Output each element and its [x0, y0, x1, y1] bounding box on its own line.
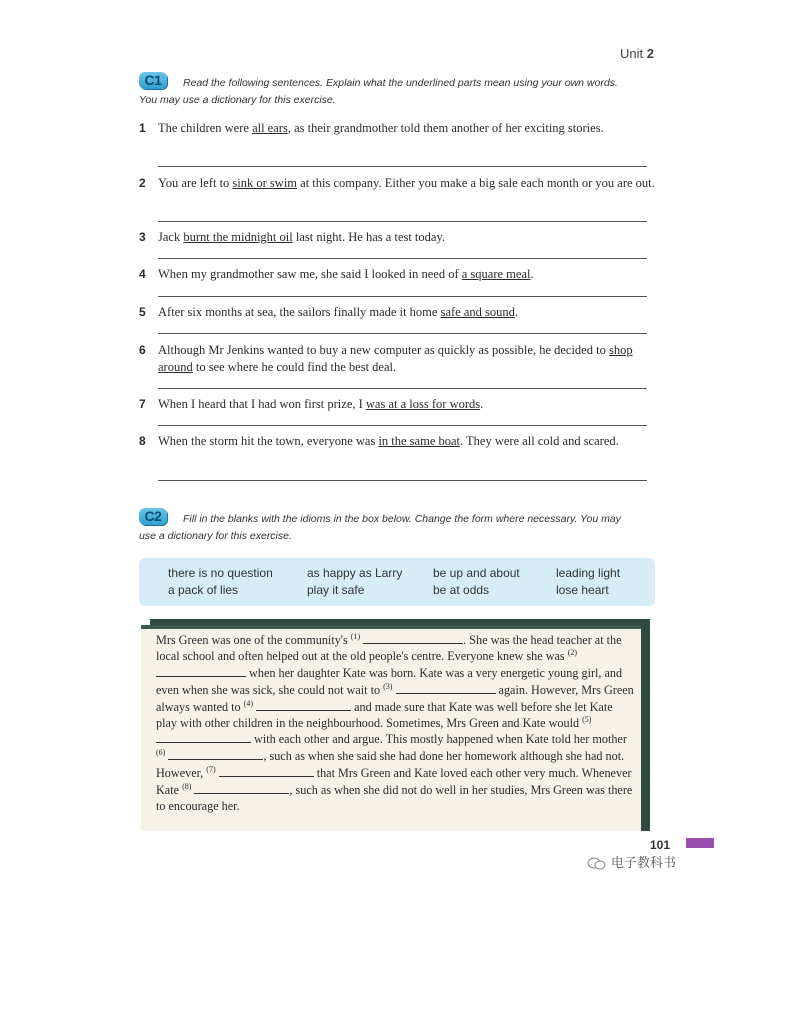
- answer-line-2[interactable]: [158, 221, 647, 222]
- c2-instruction-line1: Fill in the blanks with the idioms in the box below. Change the form where necessary. You may: [183, 513, 621, 525]
- c1-instruction-line2: You may use a dictionary for this exercise.: [139, 94, 336, 106]
- blank-number: (1): [350, 631, 361, 641]
- unit-number: 2: [646, 46, 654, 61]
- underlined-idiom: sink or swim: [232, 176, 298, 190]
- idiom-item: play it safe: [307, 583, 365, 597]
- answer-line-7[interactable]: [158, 425, 647, 426]
- question-4: [139, 266, 659, 283]
- answer-line-1[interactable]: [158, 166, 647, 167]
- page-number-bar: [686, 838, 714, 848]
- question-number: 4: [139, 267, 146, 281]
- question-6: [139, 342, 659, 376]
- question-5: [139, 304, 659, 321]
- underlined-idiom: burnt the midnight oil: [183, 230, 293, 244]
- question-8: [139, 433, 659, 450]
- underlined-idiom: shop around: [158, 343, 633, 374]
- blank-1[interactable]: [363, 632, 463, 644]
- blank-number: (8): [182, 782, 192, 792]
- underlined-idiom: a square meal: [461, 267, 531, 281]
- question-text: You are left to sink or swim at this company. Either you make a big sale each month or you are out.: [158, 176, 655, 190]
- unit-header: [620, 46, 654, 61]
- question-text: Jack burnt the midnight oil last night. He has a test today.: [158, 230, 446, 244]
- blank-7[interactable]: [219, 765, 314, 777]
- question-number: 6: [139, 343, 146, 357]
- answer-line-8[interactable]: [158, 480, 647, 481]
- question-text: Although Mr Jenkins wanted to buy a new computer as quickly as possible, he decided to shop around to see where he could find the best deal.: [158, 343, 633, 374]
- underlined-idiom: all ears: [252, 121, 288, 135]
- watermark: [587, 852, 676, 871]
- blank-number: (3): [383, 681, 393, 691]
- blank-5[interactable]: [156, 731, 251, 743]
- blank-6[interactable]: [168, 748, 263, 760]
- question-number: 2: [139, 176, 146, 190]
- underlined-idiom: was at a loss for words: [365, 397, 481, 411]
- idiom-item: lose heart: [556, 583, 609, 597]
- watermark-text: 电子教科书: [611, 856, 677, 871]
- page-number: 101: [650, 838, 671, 852]
- unit-label: Unit: [620, 46, 644, 61]
- question-text: When I heard that I had won first prize, I was at a loss for words.: [158, 397, 484, 411]
- wechat-icon: [587, 857, 607, 870]
- answer-line-6[interactable]: [158, 388, 647, 389]
- question-text: The children were all ears, as their grandmother told them another of her exciting stories.: [158, 121, 604, 135]
- question-3: [139, 229, 659, 246]
- blank-3[interactable]: [396, 682, 496, 694]
- idiom-item: leading light: [556, 566, 621, 580]
- blank-number: (4): [243, 698, 253, 708]
- blank-2[interactable]: [156, 665, 246, 677]
- underlined-idiom: safe and sound: [440, 305, 515, 319]
- idiom-item: as happy as Larry: [307, 566, 403, 580]
- question-number: 3: [139, 230, 146, 244]
- question-7: [139, 396, 659, 413]
- blank-4[interactable]: [256, 699, 351, 711]
- question-text: After six months at sea, the sailors finally made it home safe and sound.: [158, 305, 518, 319]
- answer-line-5[interactable]: [158, 333, 647, 334]
- c2-instruction-line2: use a dictionary for this exercise.: [139, 530, 292, 542]
- blank-number: (5): [582, 714, 592, 724]
- blank-number: (7): [206, 765, 216, 775]
- c1-badge: C1: [139, 72, 167, 89]
- question-number: 8: [139, 434, 146, 448]
- question-2: [139, 175, 659, 192]
- idiom-item: there is no question: [168, 566, 273, 580]
- question-number: 1: [139, 121, 146, 135]
- idiom-item: be at odds: [433, 583, 490, 597]
- answer-line-3[interactable]: [158, 258, 647, 259]
- idiom-item: a pack of lies: [168, 583, 239, 597]
- idiom-item: be up and about: [433, 566, 520, 580]
- underlined-idiom: in the same boat: [378, 434, 461, 448]
- c1-instruction-line1: Read the following sentences. Explain what the underlined parts mean using your own words.: [183, 77, 618, 89]
- blank-number: (2): [567, 647, 578, 657]
- blank-8[interactable]: [194, 782, 289, 794]
- question-1: [139, 120, 659, 137]
- question-text: When my grandmother saw me, she said I looked in need of a square meal.: [158, 267, 534, 281]
- answer-line-4[interactable]: [158, 296, 647, 297]
- c2-badge: C2: [139, 508, 167, 525]
- passage-text: Mrs Green was one of the community's $^{(1)}$ . She was the head teacher at the local school and often helped out at the old people's centre. Everyone knew she was $^{(2)}$ when her daughter Kate was born. Kate was a very energetic young girl, and even when she was sick, she could not wait to $^{(3)}$ again. However, Mrs Green always wanted to $^{(4)}$ and made sure that Kate was well before she let Kate play with other children in the neighbourhood. Sometimes, Mrs Green and Kate would $^{(5)}$ with each other and argue. This mostly happened when Kate told her mother $^{(6)}$ , such as when she said she had done her homework although she had not. However, $^{(7)}$ that Mrs Green and Kate loved each other very much. Whenever Kate $^{(8)}$ , such as when she did not do well in her studies, Mrs Green was there to encourage her.: [156, 631, 634, 814]
- c2-instruction: [139, 511, 659, 545]
- blank-number: (6): [156, 748, 166, 758]
- question-number: 5: [139, 305, 146, 319]
- question-number: 7: [139, 397, 146, 411]
- question-text: When the storm hit the town, everyone was in the same boat. They were all cold and scared.: [158, 434, 619, 448]
- c1-instruction: [139, 75, 659, 109]
